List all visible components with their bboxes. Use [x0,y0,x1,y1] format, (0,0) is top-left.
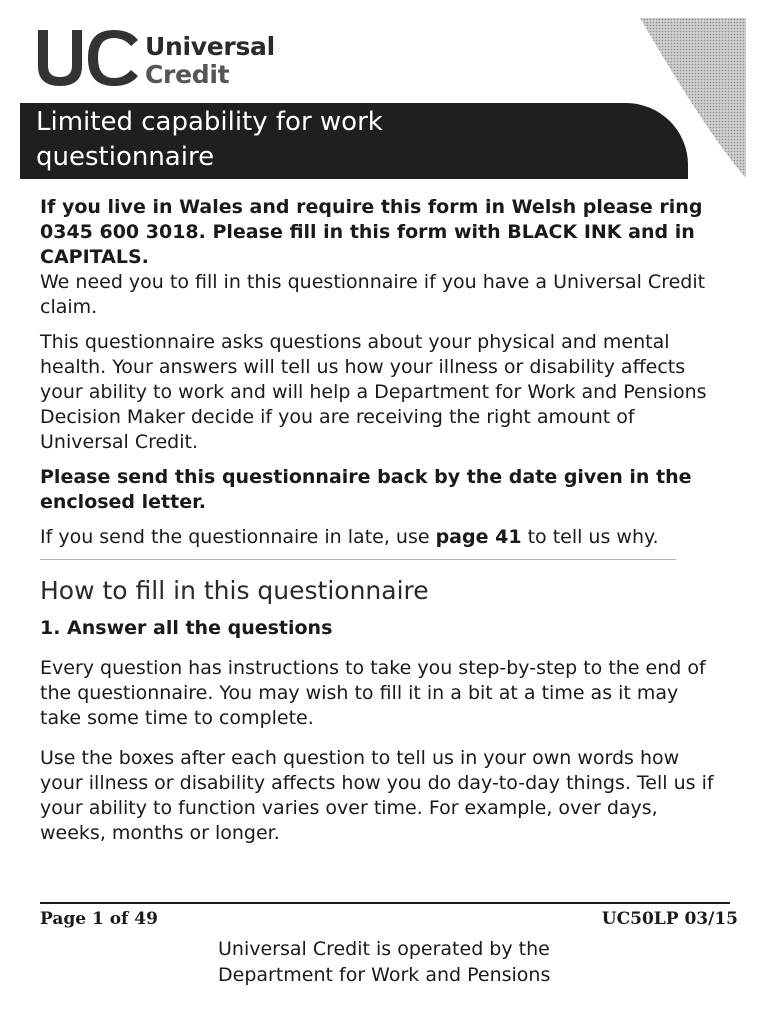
late-notice [40,525,720,550]
page-title: Limited capability for work questionnaire [36,107,383,172]
footer-rule [40,902,730,904]
step1-title: 1. Answer all the questions [40,617,333,639]
need-text: We need you to fill in this questionnaire if you have a Universal Credit claim. [40,271,706,318]
form-code: UC50LP 03/15 [601,909,738,929]
operated-line1: Universal Credit is operated by the [218,938,550,960]
logo-brand-line2: Credit [145,60,230,89]
how-to-heading: How to fill in this questionnaire [40,576,429,605]
late-page-ref: page 41 [435,526,522,548]
section-divider [40,559,676,560]
logo-brand-line1: Universal [145,32,275,61]
operated-line2: Department for Work and Pensions [218,964,551,986]
about-text: This questionnaire asks questions about your physical and mental health. Your answers will tell us how your illness or disability affects your ability to work and will help a Department for Work and Pensions Decision Maker decide if you are receiving the right amount of Universal Credit. [40,331,707,453]
uc-logo-mark [34,28,140,90]
universal-credit-logo [34,28,274,90]
main-content [40,195,720,846]
step1-paragraph1: Every question has instructions to take you step-by-step to the end of the questionnaire. You may wish to fill it in a bit at a time as it may take some time to complete. [40,657,706,729]
step1-paragraph2: Use the boxes after each question to tell us in your own words how your illness or disability affects how you do day-to-day things. Tell us if your ability to function varies over time. For example, over days, weeks, months or longer. [40,747,714,844]
send-back-notice: Please send this questionnaire back by the date given in the enclosed letter. [40,466,692,513]
title-banner [20,103,688,179]
late-prefix: If you send the questionnaire in late, use [40,526,436,548]
page-number: Page 1 of 49 [40,909,158,929]
late-suffix: to tell us why. [521,526,659,548]
operated-by-text [218,936,638,988]
welsh-notice: If you live in Wales and require this form in Welsh please ring 0345 600 3018. Please fill in this form with BLACK INK and in CAPITALS. [40,196,703,268]
